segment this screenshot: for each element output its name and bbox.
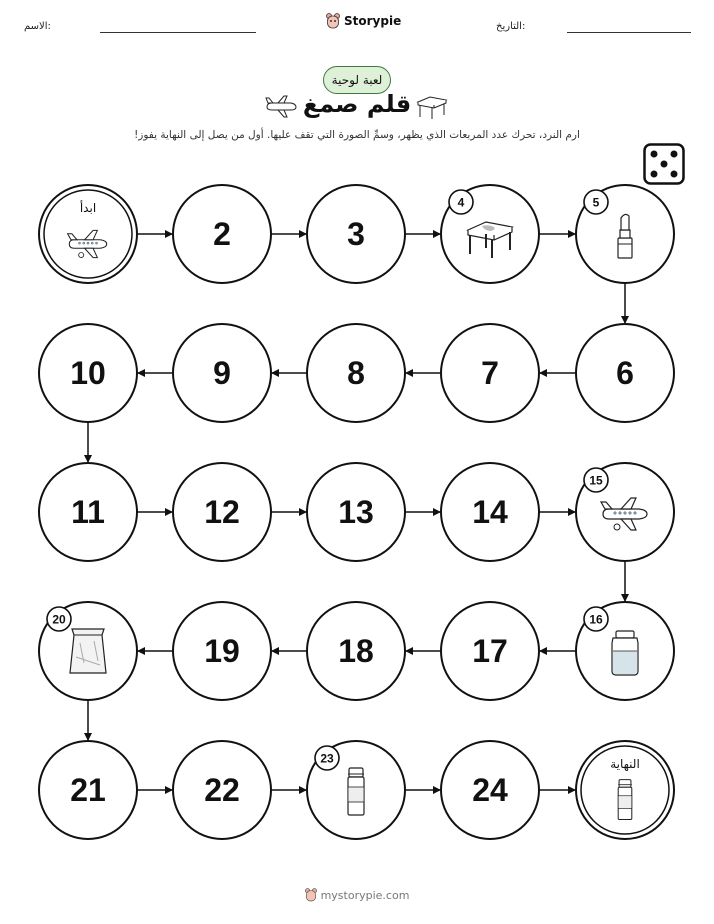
- board-cell-1[interactable]: [39, 185, 137, 283]
- board-cell-15[interactable]: [576, 463, 674, 561]
- end-label: النهاية: [610, 757, 640, 771]
- name-label: الاسم:: [24, 21, 51, 32]
- glue-stick-icon: [618, 780, 632, 820]
- cell-number: 10: [70, 355, 106, 391]
- cell-number-badge-text: 15: [589, 473, 603, 488]
- board-cell-16[interactable]: [576, 602, 674, 700]
- board-cell-19[interactable]: [173, 602, 271, 700]
- brand-name: Storypie: [344, 14, 402, 28]
- cell-number-badge-text: 5: [592, 195, 600, 210]
- board-cell-14[interactable]: [441, 463, 539, 561]
- cell-number: 11: [71, 494, 105, 530]
- board-cell-5[interactable]: [576, 185, 674, 283]
- cell-number-badge-text: 23: [320, 751, 334, 766]
- cell-number: 6: [616, 355, 634, 391]
- footer-site[interactable]: mystorypie.com: [320, 888, 410, 902]
- board-cell-24[interactable]: [441, 741, 539, 839]
- board-cell-3[interactable]: [307, 185, 405, 283]
- cell-number: 8: [347, 355, 365, 391]
- board-cell-6[interactable]: [576, 324, 674, 422]
- cell-number: 19: [204, 633, 240, 669]
- board-cell-20[interactable]: [39, 602, 137, 700]
- game-type-tag: لعبة لوحية: [323, 66, 391, 94]
- cell-number: 18: [338, 633, 374, 669]
- board-cell-17[interactable]: [441, 602, 539, 700]
- footer: [0, 888, 714, 905]
- instructions: ارم النرد، تحرك عدد المربعات الذي يظهر، وسمِّ الصورة التي تقف عليها. أول من يصل إلى النهاية يفوز!: [134, 129, 580, 141]
- board-cell-12[interactable]: [173, 463, 271, 561]
- board-cell-13[interactable]: [307, 463, 405, 561]
- cell-number: 3: [347, 216, 365, 252]
- cell-number: 14: [472, 494, 508, 530]
- board-cell-23[interactable]: [307, 741, 405, 839]
- cell-number: 17: [472, 633, 508, 669]
- board-cell-10[interactable]: [39, 324, 137, 422]
- board-cell-2[interactable]: [173, 185, 271, 283]
- board-cell-8[interactable]: [307, 324, 405, 422]
- cell-number-badge-text: 16: [589, 612, 603, 627]
- plastic-bag-icon: [70, 629, 106, 673]
- board-cell-7[interactable]: [441, 324, 539, 422]
- page-title: قلم صمغ: [302, 90, 412, 118]
- board-cell-18[interactable]: [307, 602, 405, 700]
- board-cell-25[interactable]: [576, 741, 674, 839]
- cell-number: 2: [213, 216, 231, 252]
- board-cell-22[interactable]: [173, 741, 271, 839]
- date-label: التاريخ:: [496, 21, 526, 32]
- glue-stick-icon: [348, 768, 364, 815]
- jar-icon: [612, 631, 638, 675]
- cell-number-badge-text: 20: [52, 612, 66, 627]
- board-cell-11[interactable]: [39, 463, 137, 561]
- cell-number: 9: [213, 355, 231, 391]
- board-cell-9[interactable]: [173, 324, 271, 422]
- start-label: ابدأ: [79, 201, 97, 215]
- board-cell-21[interactable]: [39, 741, 137, 839]
- cell-number-badge-text: 4: [457, 195, 465, 210]
- cell-number: 21: [70, 772, 106, 808]
- bear-icon: [305, 888, 317, 902]
- cell-number: 22: [204, 772, 240, 808]
- cell-number: 24: [472, 772, 508, 808]
- cell-number: 13: [338, 494, 374, 530]
- cell-number: 12: [204, 494, 240, 530]
- board-cell-4[interactable]: [441, 185, 539, 283]
- cell-number: 7: [481, 355, 499, 391]
